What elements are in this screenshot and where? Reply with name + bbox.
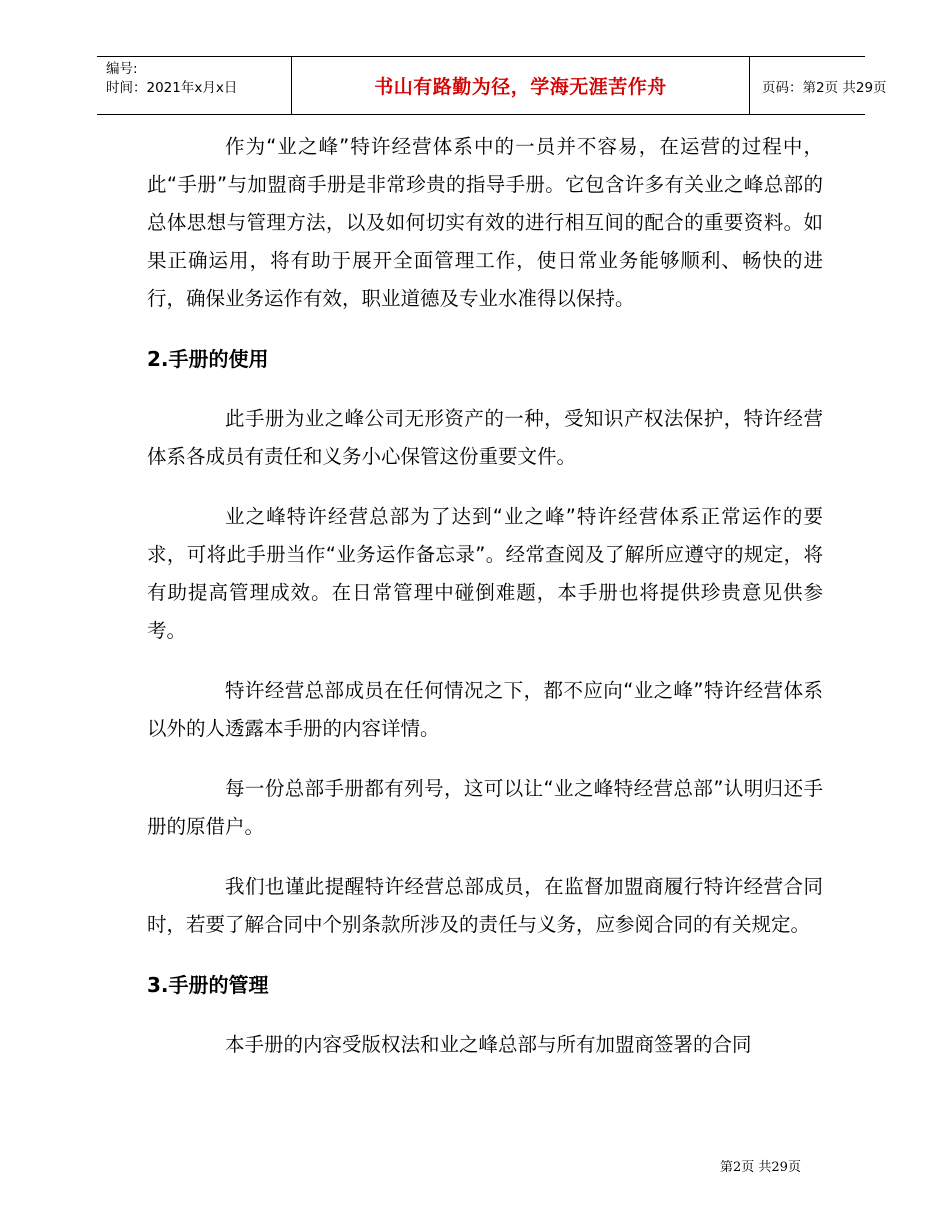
paragraph: 此手册为业之峰公司无形资产的一种，受知识产权法保护，特许经营体系各成员有责任和义务小心保管这份重要文件。 [147,407,823,468]
paragraph: 我们也谨此提醒特许经营总部成员，在监督加盟商履行特许经营合同时，若要了解合同中个别条款所涉及的责任与义务，应参阅合同的有关规定。 [147,875,823,936]
header-motto: 书山有路勤为径，学海无涯苦作舟 [291,57,750,114]
page-footer: 第2页 共29页 [720,1160,801,1175]
paragraph: 作为“业之峰”特许经营体系中的一员并不容易，在运营的过程中，此“手册”与加盟商手册是非常珍贵的指导手册。它包含许多有关业之峰总部的总体思想与管理方法，以及如何切实有效的进行相互间的配合的重要资料。如果正确运用，将有助于展开全面管理工作，使日常业务能够顺利、畅快的进行，确保业务运作有效，职业道德及专业水准得以保持。 [147,135,823,310]
doc-number-label: 编号: [106,61,138,77]
document-body [147,128,823,1064]
header-page-info: 页码：第2页 共29页 [762,79,887,96]
doc-time-label: 时间：2021年x月x日 [106,80,238,96]
paragraph: 每一份总部手册都有列号，这可以让“业之峰特经营总部”认明归还手册的原借户。 [147,777,823,838]
paragraph: 业之峰特许经营总部为了达到“业之峰”特许经营体系正常运作的要求，可将此手册当作“业务运作备忘录”。经常查阅及了解所应遵守的规定，将有助提高管理成效。在日常管理中碰倒难题，本手册也将提供珍贵意见供参考。 [147,505,823,642]
paragraph: 特许经营总部成员在任何情况之下，都不应向“业之峰”特许经营体系以外的人透露本手册的内容详情。 [147,679,823,740]
section-heading: 3.手册的管理 [147,973,269,997]
header-meta [97,57,291,114]
section-heading: 2.手册的使用 [147,347,269,371]
paragraph: 本手册的内容受版权法和业之峰总部与所有加盟商签署的合同 [225,1033,752,1056]
page-header [97,56,887,115]
